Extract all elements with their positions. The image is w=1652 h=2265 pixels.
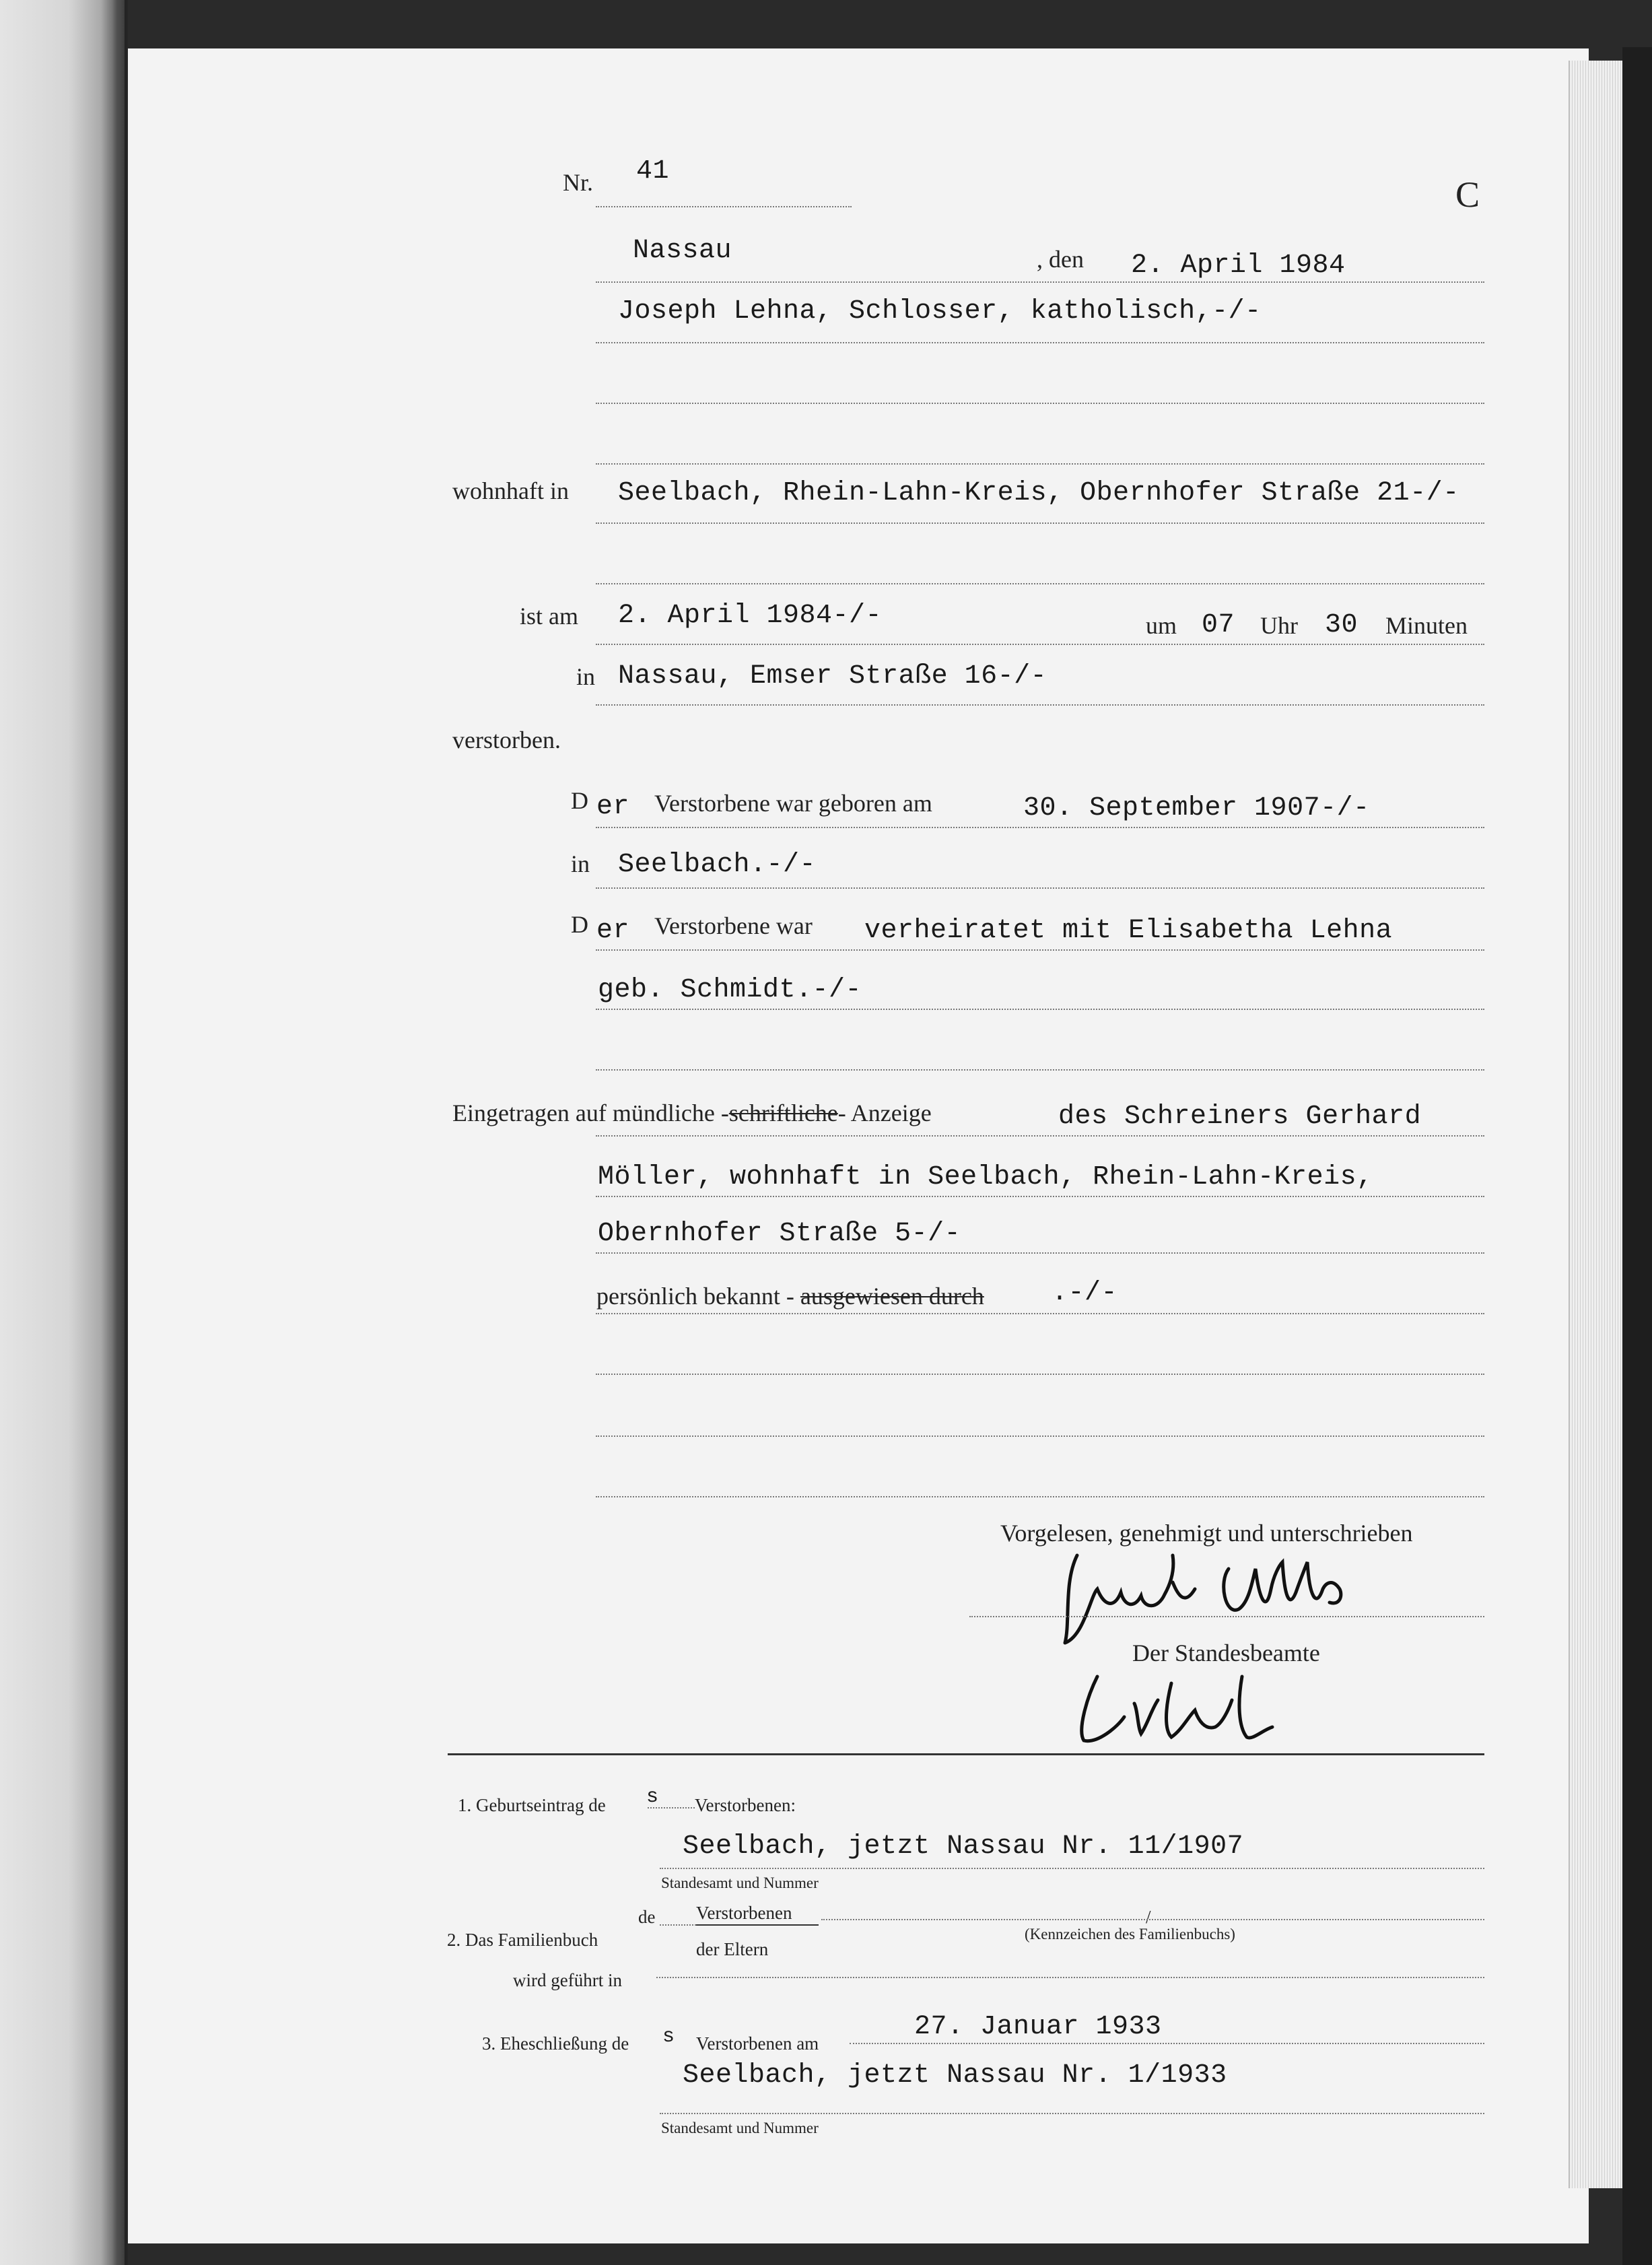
footer-separator [448,1753,1484,1755]
den-label: , den [1037,246,1084,273]
known-struck: ausgewiesen durch [800,1283,984,1310]
corner-letter: C [1455,174,1480,215]
footer-birth-tail: Verstorbenen: [695,1795,796,1815]
death-place-rule [596,704,1484,706]
birth-date: 30. September 1907-/- [1023,793,1370,823]
footer-family-book-label: 2. Das Familienbuch [447,1930,598,1950]
footer-marriage-date-rule [850,2043,1484,2044]
minuten-label: Minuten [1385,612,1468,639]
footer-family-book-de: de [638,1907,656,1927]
book-spine-shadow [101,0,128,2265]
date-rule [596,281,1484,283]
registry-date: 2. April 1984 [1131,250,1346,281]
nr-rule [596,206,852,207]
blank-rule-4 [596,1069,1484,1071]
report-text-1: des Schreiners Gerhard [1058,1102,1422,1132]
footer-marriage-label: 3. Eheschließung de [482,2033,629,2054]
footer-marriage-tail: Verstorbenen am [696,2033,819,2054]
registrar-label: Der Standesbeamte [1132,1639,1320,1666]
death-date-rule [596,644,1484,645]
blank-rule-1 [596,403,1484,404]
footer-birth-value: Seelbach, jetzt Nassau Nr. 11/1907 [683,1831,1244,1862]
nr-label: Nr. [563,169,593,196]
footer-office-caption: Standesamt und Nummer [661,1874,819,1891]
death-date: 2. April 1984-/- [618,601,883,631]
marriage-rule [596,949,1484,951]
read-approved-label: Vorgelesen, genehmigt und unterschrieben [1000,1520,1413,1547]
footer-family-book-rule-2 [656,1977,1484,1978]
footer-marriage-rule [660,2113,1484,2114]
blank-rule-2 [596,463,1484,465]
registry-place: Nassau [633,236,732,266]
marital-status-line2: geb. Schmidt.-/- [598,975,862,1005]
blank-rule-3 [596,583,1484,584]
footer-marriage-value: Seelbach, jetzt Nassau Nr. 1/1933 [683,2060,1227,2091]
report-rule-2 [596,1196,1484,1197]
blank-rule-6 [596,1435,1484,1437]
report-text-3: Obernhofer Straße 5-/- [598,1219,961,1249]
report-rule-1 [596,1135,1484,1137]
name-rule [596,342,1484,343]
death-date-label: ist am [520,603,578,630]
footer-family-book-rule [821,1919,1484,1920]
marriage-label: Verstorbene war [654,912,813,939]
birth-label: Verstorbene war geboren am [654,790,932,817]
footer-family-book-opt2: der Eltern [696,1939,769,1959]
known-suffix: .-/- [1052,1278,1118,1308]
birth-place-rule [596,887,1484,889]
uhr-label: Uhr [1260,612,1298,639]
entry-number: 41 [636,156,670,187]
footer-family-book-opt-divider [696,1924,819,1926]
book-cover-edge [1622,47,1652,2265]
footer-birth-suffix-rule [648,1807,695,1808]
footer-family-book-opt1: Verstorbenen [696,1903,792,1923]
footer-family-book-slash: / [1146,1907,1151,1927]
birth-place: Seelbach.-/- [618,850,817,880]
marriage-rule-2 [596,1009,1484,1010]
report-rule-3 [596,1252,1484,1254]
marriage-gender-suffix: er [596,916,630,946]
residence-rule [596,522,1484,524]
birth-d-prefix: D [571,787,588,814]
death-place-label: in [576,663,596,690]
registrar-signature [1070,1663,1293,1751]
report-rule-4 [596,1313,1484,1314]
report-text-2: Möller, wohnhaft in Seelbach, Rhein-Lahn-Kreis, [598,1162,1373,1192]
birth-gender-suffix: er [596,792,630,822]
death-hour: 07 [1202,610,1235,640]
birth-place-label: in [571,850,590,877]
footer-birth-suffix: s [646,1786,659,1808]
informant-signature-rule [969,1616,1484,1617]
page-edge-stack [1569,61,1624,2188]
residence-value: Seelbach, Rhein-Lahn-Kreis, Obernhofer Straße 21-/- [618,478,1459,508]
footer-birth-label: 1. Geburtseintrag de [458,1795,606,1815]
blank-rule-7 [596,1496,1484,1497]
marriage-d-prefix: D [571,911,588,938]
footer-birth-rule [660,1868,1484,1869]
birth-date-rule [596,827,1484,828]
footer-marriage-date: 27. Januar 1933 [914,2012,1162,2042]
death-place: Nassau, Emser Straße 16-/- [618,661,1047,691]
deceased-name: Joseph Lehna, Schlosser, katholisch,-/- [618,296,1262,327]
um-label: um [1146,612,1177,639]
footer-office-caption-2: Standesamt und Nummer [661,2120,819,2136]
footer-family-book-label2: wird geführt in [513,1970,622,1990]
blank-rule-5 [596,1374,1484,1375]
footer-marriage-suffix: s [662,2025,675,2048]
death-minutes: 30 [1325,610,1358,640]
marital-status: verheiratet mit Elisabetha Lehna [864,916,1393,946]
footer-family-book-caption: (Kennzeichen des Familienbuchs) [1025,1926,1235,1942]
residence-label: wohnhaft in [452,477,569,504]
verstorben-label: verstorben. [452,726,561,753]
report-label: Eingetragen auf mündliche -schriftliche- Anzeige [452,1100,932,1126]
report-label-struck: schriftliche [728,1100,838,1126]
known-label: persönlich bekannt - ausgewiesen durch [596,1283,984,1310]
register-page [128,48,1589,2243]
